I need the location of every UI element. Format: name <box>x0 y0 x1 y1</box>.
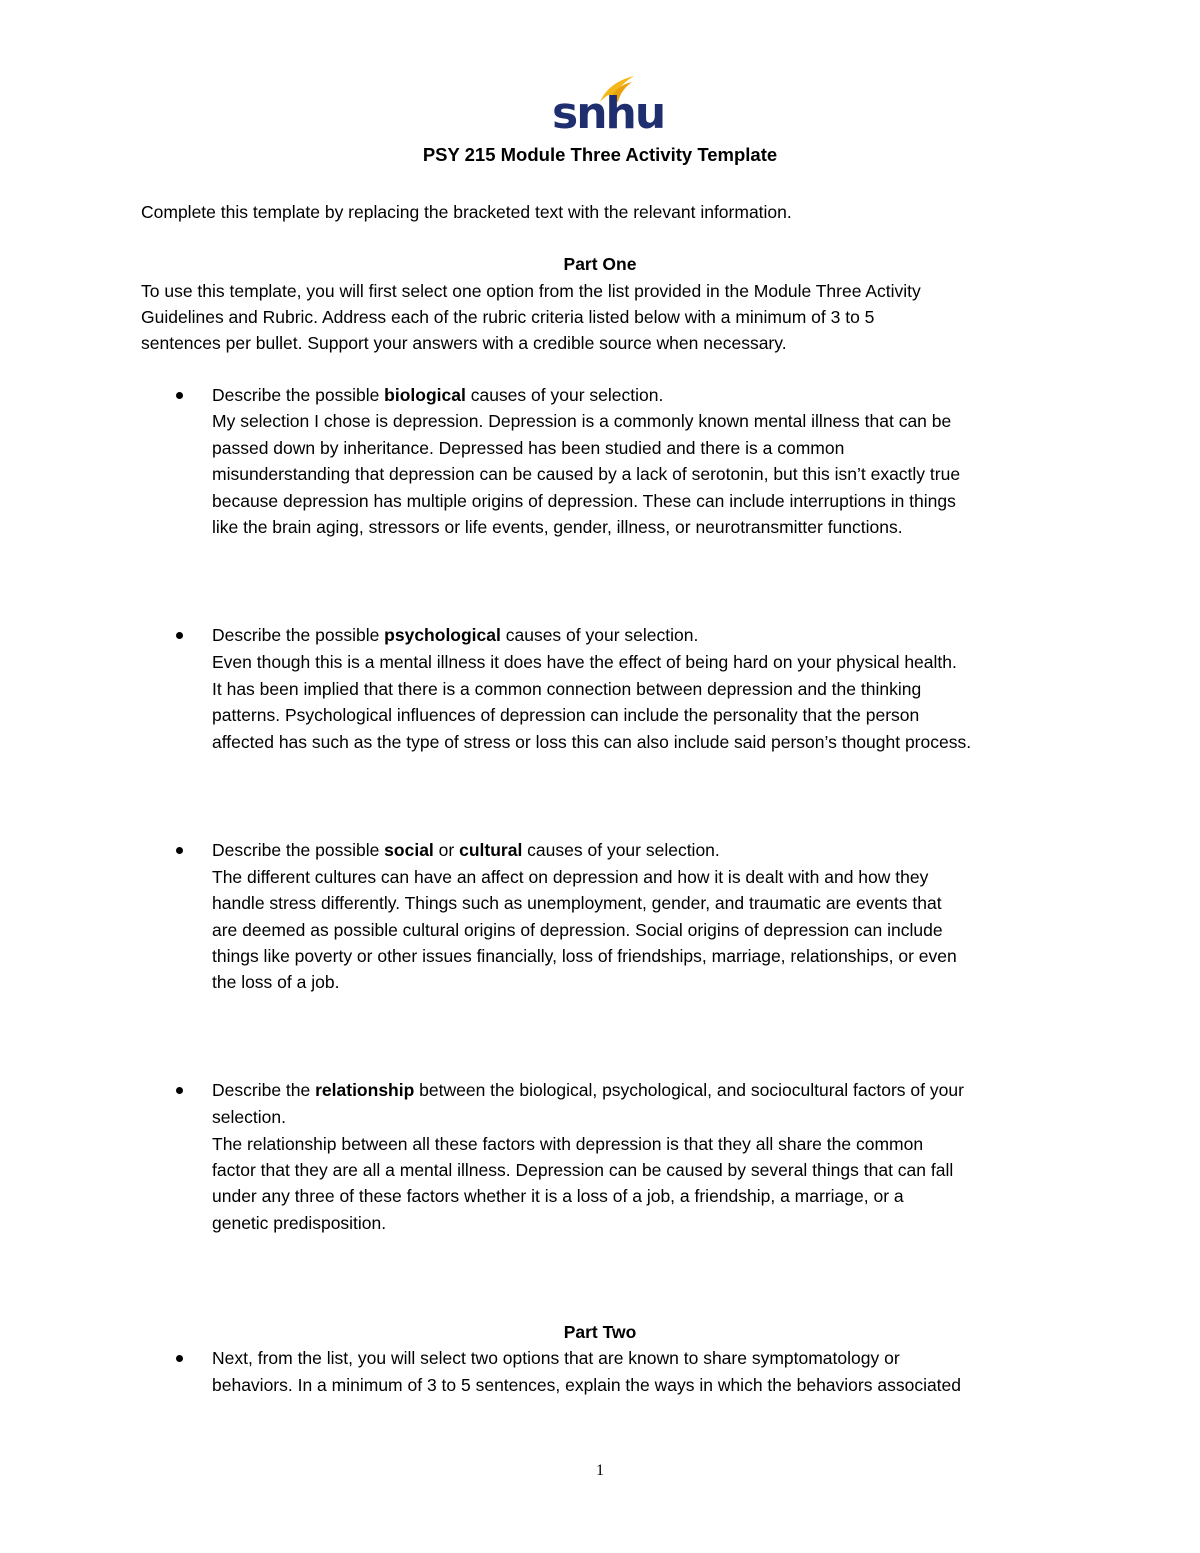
answer-line: affected has such as the type of stress or loss this can also include said person’s thought process. <box>212 732 972 752</box>
bullet-icon <box>176 1087 183 1094</box>
bullet-icon <box>176 847 183 854</box>
bullet-prompt: Describe the possible biological causes of your selection. <box>212 385 664 405</box>
part-two-line: Next, from the list, you will select two options that are known to share symptomatology or <box>212 1348 900 1368</box>
answer-line: handle stress differently. Things such as unemployment, gender, and traumatic are events that <box>212 893 942 913</box>
instruction-line: Guidelines and Rubric. Address each of the rubric criteria listed below with a minimum of 3 to 5 <box>141 307 875 327</box>
intro-text: Complete this template by replacing the bracketed text with the relevant information. <box>141 202 792 222</box>
answer-line: the loss of a job. <box>212 972 340 992</box>
answer-line: are deemed as possible cultural origins of depression. Social origins of depression can include <box>212 920 943 940</box>
logo-text: snhu <box>552 88 665 139</box>
instruction-line: To use this template, you will first select one option from the list provided in the Module Three Activity <box>141 281 921 301</box>
bullet-icon <box>176 632 183 639</box>
answer-line: My selection I chose is depression. Depression is a commonly known mental illness that can be <box>212 411 952 431</box>
answer-line: patterns. Psychological influences of depression can include the personality that the person <box>212 705 920 725</box>
bullet-icon <box>176 392 183 399</box>
page-number: 1 <box>596 1462 604 1479</box>
bullet-prompt: Describe the relationship between the biological, psychological, and sociocultural factors of your <box>212 1080 964 1100</box>
snhu-logo <box>552 74 665 139</box>
answer-line: The different cultures can have an affect on depression and how it is dealt with and how they <box>212 867 929 887</box>
part-one-heading: Part One <box>563 254 637 274</box>
part-two-heading: Part Two <box>563 1322 637 1342</box>
bullet-icon <box>176 1355 183 1362</box>
instruction-line: sentences per bullet. Support your answers with a credible source when necessary. <box>141 333 787 353</box>
answer-line: things like poverty or other issues financially, loss of friendships, marriage, relationships, or even <box>212 946 957 966</box>
bullet-prompt-continued: selection. <box>212 1107 286 1127</box>
answer-line: like the brain aging, stressors or life events, gender, illness, or neurotransmitter functions. <box>212 517 903 537</box>
answer-line: because depression has multiple origins of depression. These can include interruptions in things <box>212 491 956 511</box>
answer-line: genetic predisposition. <box>212 1213 387 1233</box>
bullet-prompt: Describe the possible psychological causes of your selection. <box>212 625 699 645</box>
answer-line: The relationship between all these factors with depression is that they all share the common <box>212 1134 924 1154</box>
part-two-line: behaviors. In a minimum of 3 to 5 sentences, explain the ways in which the behaviors associated <box>212 1375 962 1395</box>
answer-line: It has been implied that there is a common connection between depression and the thinking <box>212 679 922 699</box>
answer-line: Even though this is a mental illness it does have the effect of being hard on your physical health. <box>212 652 957 672</box>
answer-line: passed down by inheritance. Depressed has been studied and there is a common <box>212 438 845 458</box>
bullet-prompt: Describe the possible social or cultural causes of your selection. <box>212 840 720 860</box>
answer-line: misunderstanding that depression can be caused by a lack of serotonin, but this isn’t exactly true <box>212 464 961 484</box>
document-title: PSY 215 Module Three Activity Template <box>422 144 778 165</box>
answer-line: under any three of these factors whether it is a loss of a job, a friendship, a marriage, or a <box>212 1186 904 1206</box>
answer-line: factor that they are all a mental illness. Depression can be caused by several things that can fall <box>212 1160 954 1180</box>
